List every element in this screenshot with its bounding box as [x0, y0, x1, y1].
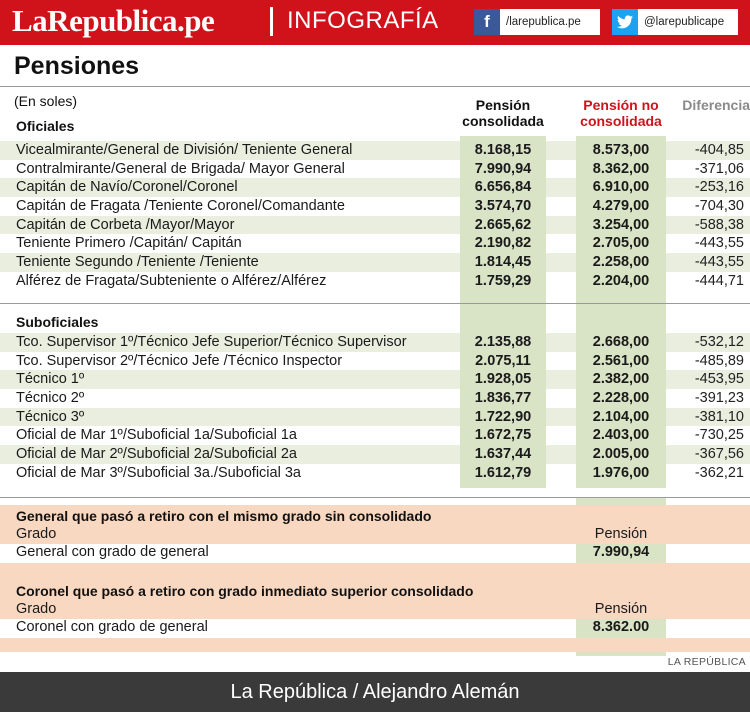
not-consolidated-value: 2.005,00 — [576, 445, 666, 464]
not-consolidated-value: 4.279,00 — [576, 197, 666, 216]
divider — [0, 497, 750, 498]
consolidated-value: 3.574,70 — [460, 197, 546, 216]
rank-name: Técnico 1º — [16, 371, 85, 388]
table-row — [0, 216, 750, 235]
difference-value: -453,95 — [694, 371, 744, 388]
table-row — [0, 445, 750, 464]
not-consolidated-value: 2.204,00 — [576, 272, 666, 291]
source-credit: LA REPÚBLICA — [667, 656, 746, 668]
table-row — [0, 408, 750, 427]
rank-name: Técnico 2º — [16, 390, 85, 407]
section-suboficiales: Suboficiales — [16, 314, 99, 330]
consolidated-value: 1.836,77 — [460, 389, 546, 408]
difference-value: -443,55 — [694, 254, 744, 271]
rank-name: Tco. Supervisor 2º/Técnico Jefe /Técnico Inspector — [16, 352, 343, 369]
facebook-icon: f — [474, 9, 500, 35]
not-consolidated-value: 6.910,00 — [576, 178, 666, 197]
table-row — [0, 160, 750, 179]
example-case: Coronel con grado de general — [16, 619, 208, 635]
not-consolidated-value: 1.976,00 — [576, 464, 666, 483]
difference-value: -381,10 — [694, 408, 744, 425]
grade-label: Grado — [16, 526, 57, 542]
rank-name: Oficial de Mar 1º/Suboficial 1a/Suboficial 1a — [16, 427, 297, 444]
grade-label: Grado — [16, 601, 57, 617]
not-consolidated-value: 2.258,00 — [576, 253, 666, 272]
rank-name: Teniente Primero /Capitán/ Capitán — [16, 235, 242, 252]
example-heading: Coronel que pasó a retiro con grado inmediato superior consolidado — [16, 583, 474, 599]
difference-value: -730,25 — [694, 427, 744, 444]
rank-name: Teniente Segundo /Teniente /Teniente — [16, 254, 259, 271]
rank-name: Contralmirante/General de Brigada/ Mayor General — [16, 160, 345, 177]
consolidated-value: 1.672,75 — [460, 426, 546, 445]
difference-value: -371,06 — [694, 160, 744, 177]
difference-value: -367,56 — [694, 446, 744, 463]
difference-value: -704,30 — [694, 198, 744, 215]
consolidated-value: 1.928,05 — [460, 370, 546, 389]
consolidated-value: 2.190,82 — [460, 234, 546, 253]
consolidated-value: 1.637,44 — [460, 445, 546, 464]
consolidated-value: 1.814,45 — [460, 253, 546, 272]
section-officers: Oficiales — [16, 118, 75, 134]
twitter-link[interactable] — [612, 9, 738, 35]
not-consolidated-value: 2.403,00 — [576, 426, 666, 445]
difference-value: -443,55 — [694, 235, 744, 252]
table-row — [0, 389, 750, 408]
header-divider — [270, 7, 273, 36]
rank-name: Alférez de Fragata/Subteniente o Alférez/Alférez — [16, 272, 327, 289]
consolidated-value: 7.990,94 — [460, 160, 546, 179]
table-row — [0, 178, 750, 197]
consolidated-value: 6.656,84 — [460, 178, 546, 197]
table-row — [0, 197, 750, 216]
table-row — [0, 464, 750, 483]
difference-value: -588,38 — [694, 216, 744, 233]
rank-name: Tco. Supervisor 1º/Técnico Jefe Superior/Técnico Supervisor — [16, 334, 407, 350]
consolidated-value: 2.075,11 — [460, 352, 546, 371]
rank-name: Capitán de Corbeta /Mayor/Mayor — [16, 216, 235, 233]
facebook-handle: /larepublica.pe — [506, 16, 581, 28]
suboficiales-table — [0, 333, 750, 483]
not-consolidated-value: 2.668,00 — [576, 333, 666, 352]
difference-value: -404,85 — [694, 142, 744, 158]
consolidated-value: 1.759,29 — [460, 272, 546, 291]
not-consolidated-value: 2.561,00 — [576, 352, 666, 371]
example-heading: General que pasó a retiro con el mismo grado sin consolidado — [16, 508, 432, 524]
example-coronel-row — [0, 619, 750, 638]
consolidated-value: 8.168,15 — [460, 141, 546, 160]
header-bar — [0, 0, 750, 45]
not-consolidated-value: 2.705,00 — [576, 234, 666, 253]
consolidated-value: 2.135,88 — [460, 333, 546, 352]
page-title: Pensiones — [14, 52, 140, 80]
table-row — [0, 352, 750, 371]
facebook-link[interactable] — [474, 9, 600, 35]
rank-name: Oficial de Mar 3º/Suboficial 3a./Suboficial 3a — [16, 464, 301, 481]
table-row — [0, 333, 750, 352]
pension-label: Pensión — [594, 601, 648, 617]
rank-name: Capitán de Navío/Coronel/Coronel — [16, 179, 238, 196]
table-row — [0, 272, 750, 291]
brand-logo[interactable]: LaRepublica.pe — [12, 3, 215, 38]
rank-name: Vicealmirante/General de División/ Teniente General — [16, 142, 353, 158]
twitter-handle: @larepublicape — [644, 16, 725, 28]
consolidated-value: 2.665,62 — [460, 216, 546, 235]
pension-label: Pensión — [594, 526, 648, 542]
difference-value: -532,12 — [694, 334, 744, 350]
example-general-block — [0, 505, 750, 544]
difference-value: -444,71 — [694, 272, 744, 289]
not-consolidated-value: 2.104,00 — [576, 408, 666, 427]
panel-bottom — [0, 638, 750, 652]
not-consolidated-value: 8.573,00 — [576, 141, 666, 160]
not-consolidated-value: 2.382,00 — [576, 370, 666, 389]
header-not-consolidated: Pensión no consolidada — [580, 97, 662, 129]
units-note: (En soles) — [14, 93, 78, 109]
officers-table — [0, 141, 750, 291]
not-consolidated-value: 3.254,00 — [576, 216, 666, 235]
example-case: General con grado de general — [16, 544, 209, 560]
rank-name: Capitán de Fragata /Teniente Coronel/Comandante — [16, 198, 345, 215]
table-row — [0, 426, 750, 445]
example-amount: 7.990,94 — [592, 544, 650, 560]
difference-value: -362,21 — [694, 464, 744, 481]
difference-value: -391,23 — [694, 390, 744, 407]
difference-value: -485,89 — [694, 352, 744, 369]
twitter-icon — [612, 9, 638, 35]
table-row — [0, 370, 750, 389]
header-difference: Diferencia — [682, 97, 750, 113]
rank-name: Técnico 3º — [16, 408, 85, 425]
table-row — [0, 141, 750, 160]
section-label: INFOGRAFÍA — [287, 7, 439, 34]
footer-credit: La República / Alejandro Alemán — [0, 672, 750, 712]
table-row — [0, 234, 750, 253]
table-row — [0, 253, 750, 272]
example-amount: 8.362.00 — [592, 619, 650, 635]
not-consolidated-value: 2.228,00 — [576, 389, 666, 408]
consolidated-value: 1.612,79 — [460, 464, 546, 483]
divider — [0, 303, 750, 304]
header-consolidated: Pensión consolidada — [462, 97, 544, 129]
difference-value: -253,16 — [694, 179, 744, 196]
rank-name: Oficial de Mar 2º/Suboficial 2a/Suboficial 2a — [16, 446, 297, 463]
example-coronel-block — [0, 563, 750, 619]
example-general-row — [0, 544, 750, 563]
divider — [0, 86, 750, 87]
consolidated-value: 1.722,90 — [460, 408, 546, 427]
not-consolidated-value: 8.362,00 — [576, 160, 666, 179]
